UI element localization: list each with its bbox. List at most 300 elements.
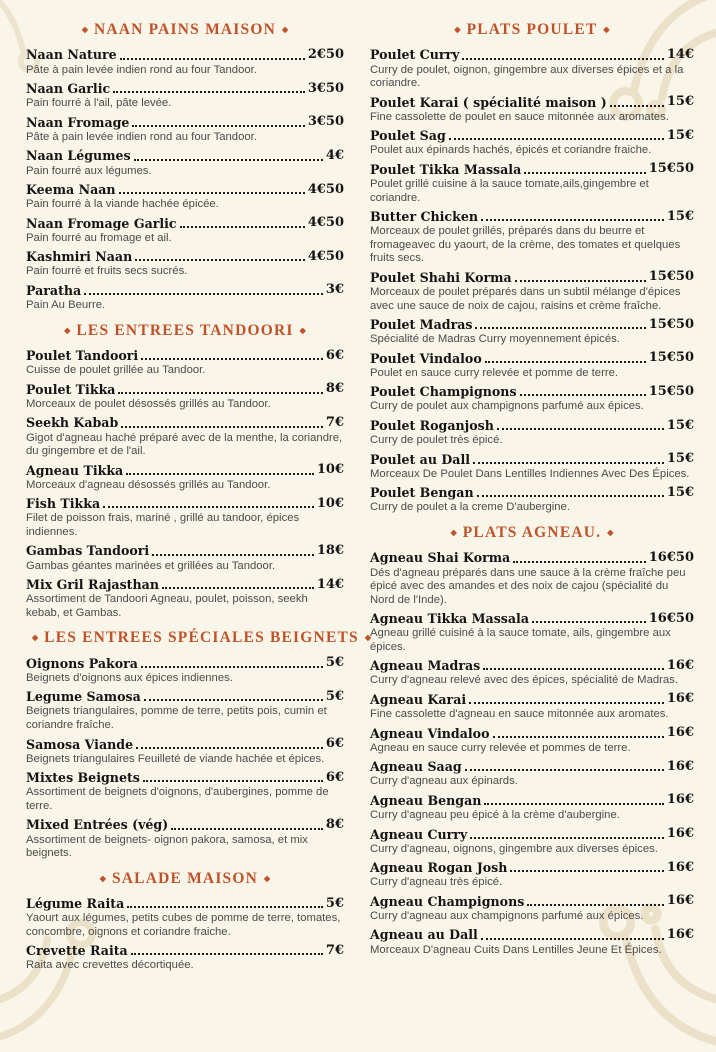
item-name: Agneau Champignons [370,893,525,909]
item-name: Agneau Tikka Massala [370,611,529,627]
item-description: Curry de poulet très épicé. [370,434,503,447]
menu-item [370,826,694,856]
item-price: 16€ [666,893,694,909]
item-name: Poulet Tikka Massala [370,161,522,177]
menu-item-row [26,943,344,959]
dot-leader [126,473,314,475]
item-name: Poulet Tikka [26,381,116,397]
section-title [370,21,694,39]
item-description: Gambas géantes marinées et grillées au Tandoor. [26,559,276,572]
menu-item-row [26,282,344,298]
item-name: Mixtes Beignets [26,770,140,786]
item-price: 16€ [666,859,694,875]
menu-item [26,148,344,178]
item-price: 16€ [666,826,694,842]
header-ornament-icon: ◆ [264,873,271,883]
menu-item-row [26,81,344,97]
menu-item [26,249,344,279]
menu-item [26,896,344,940]
menu-item [26,577,344,621]
item-price: 16€ [666,657,694,673]
menu-item-row [370,611,694,627]
item-price: 16€ [666,691,694,707]
menu-item-row [26,896,344,912]
menu-item-row [370,725,694,741]
menu-item-row [26,543,344,559]
menu-item-row [26,817,344,833]
item-description: Dés d'agneau préparés dans une sauce à la crème fraîche peu épicé avec des amandes et des noix de cajou (spécialité du Nord de l'Inde). [370,566,686,606]
section-title [26,870,344,888]
item-description: Curry de poulet aux champignons parfumé aux épices. [370,400,644,413]
dot-leader [143,780,323,782]
menu-item-row [26,736,344,752]
menu-item [370,893,694,923]
item-price: 8€ [325,381,344,397]
menu-item [370,94,694,124]
item-description: Agneau en sauce curry relevée et pommes de terre. [370,741,631,754]
section-title-text: NAAN PAINS MAISON [93,21,276,38]
menu-section [370,21,694,515]
menu-item-row [26,689,344,705]
item-price: 7€ [325,414,344,430]
menu-item [370,384,694,414]
menu-item [26,770,344,814]
item-name: Keema Naan [26,182,116,198]
item-name: Crevette Raita [26,943,128,959]
menu-item-row [26,577,344,593]
item-description: Curry de poulet, oignon, gingembre aux diverses épices et a la coriandre. [370,63,684,90]
item-description: Morceaux D'agneau Cuits Dans Lentilles Jeune Et Épices. [370,943,662,956]
dot-leader [515,280,646,282]
item-price: 4€ [325,147,344,163]
item-description: Curry de poulet a la creme D'aubergine. [370,501,570,514]
item-description: Assortiment de beignets d'oignons, d'aubergines, pomme de terre. [26,786,329,812]
item-name: Fish Tikka [26,496,101,512]
menu-item-row [26,348,344,364]
item-price: 7€ [325,942,344,958]
item-name: Agneau Vindaloo [370,725,490,741]
section-title-text: LES ENTREES TANDOORI [76,321,294,339]
item-name: Agneau Saag [370,759,462,775]
menu-item [26,47,344,77]
item-description: Pâte à pain levée indien rond au four Tandoor. [26,63,257,76]
menu-item-row [370,485,694,501]
menu-item-row [370,860,694,876]
item-name: Agneau au Dall [370,927,478,943]
item-name: Oignons Pakora [26,655,138,671]
menu-item [370,759,694,789]
menu-item [370,317,694,347]
item-description: Morceaux de poulet désossés grillés au Tandoor. [26,397,271,410]
item-description: Curry d'agneau peu épicé à la crème d'aubergine. [370,809,620,821]
item-description: Filet de poisson frais, mariné , grillé au tandoor, épices indiennes. [26,512,300,538]
dot-leader [520,394,646,396]
item-description: Morceaux d'agneau désossés grillés au Tandoor. [26,478,271,491]
menu-section [26,870,344,973]
item-description: Yaourt aux légumes, petits cubes de pomme de terre, tomates, concombre, oignons et coriandre fraiche. [26,912,341,938]
item-price: 4€50 [307,248,344,264]
menu-item [370,611,694,655]
menu-item [26,381,344,411]
menu-item-row [26,182,344,198]
menu-item-row [26,148,344,164]
menu-item-row [370,161,694,177]
item-price: 5€ [325,688,344,704]
item-name: Poulet Madras [370,317,473,333]
menu-item [26,114,344,144]
dot-leader [136,747,323,749]
item-price: 5€ [325,655,344,671]
menu-item [370,418,694,448]
dot-leader [470,837,664,839]
item-name: Agneau Rogan Josh [370,860,508,876]
item-name: Agneau Tikka [26,462,124,478]
item-price: 2€50 [307,47,344,62]
menu-item [370,350,694,380]
item-name: Poulet Bengan [370,485,474,501]
dot-leader [473,462,664,464]
item-price: 15€50 [648,269,694,285]
section-title [26,322,344,340]
item-name: Agneau Curry [370,826,468,842]
item-description: Assortiment de Tandoori Agneau, poulet, poisson, seekh kebab, et Gambas. [26,593,308,619]
item-price: 8€ [325,816,344,832]
item-description: Poulet en sauce curry relevée et pomme de terre. [370,366,619,379]
item-name: Gambas Tandoori [26,543,150,559]
item-description: Morceaux de poulet préparés dans un subtil mélange d'épices avec une sauce de noix de cajou, raisins et crème fraîche. [370,285,681,312]
item-price: 3€ [325,282,344,298]
item-name: Poulet Shahi Korma [370,269,512,285]
menu-item [26,943,344,973]
menu-item [370,209,694,266]
item-name: Naan Nature [26,47,117,63]
item-description: Pain fourré et fruits secs sucrés. [26,265,188,278]
menu-item [26,182,344,212]
menu-item-row [26,381,344,397]
menu-item [370,658,694,688]
dot-leader [481,938,664,940]
dot-leader [477,495,664,497]
menu-item-row [26,249,344,265]
item-name: Samosa Viande [26,736,134,752]
menu-item [26,81,344,111]
item-name: Mixed Entrées (vég) [26,817,169,833]
item-description: Pain fourré à l'ail, pâte levée. [26,97,172,110]
section-title [26,21,344,39]
header-ornament-icon: ◆ [64,325,71,335]
item-price: 15€50 [648,383,694,399]
item-description: Assortiment de beignets- oignon pakora, samosa, et mix beignets. [26,833,308,860]
dot-leader [510,870,663,872]
header-ornament-icon: ◆ [364,633,371,643]
header-ornament-icon: ◆ [299,325,306,335]
menu-item [370,927,694,957]
item-name: Naan Fromage Garlic [26,215,177,231]
menu-item-row [370,384,694,400]
header-ornament-icon: ◆ [99,873,106,883]
item-description: Spécialité de Madras Curry moyennement épicés. [370,333,620,346]
dot-leader [493,736,664,738]
menu-item-row [370,691,694,707]
item-name: Legume Samosa [26,689,141,705]
menu-section [26,322,344,621]
item-name: Agneau Bengan [370,792,482,808]
dot-leader [449,138,664,140]
menu-item-row [370,350,694,366]
header-ornament-icon: ◆ [607,527,614,537]
item-name: Poulet Tandoori [26,348,139,364]
dot-leader [120,58,305,60]
menu-item-row [370,418,694,434]
dot-leader [465,769,664,771]
item-price: 10€ [316,495,344,511]
item-price: 15€50 [648,161,694,177]
dot-leader [127,906,323,908]
menu-item [370,47,694,91]
menu-item [26,689,344,733]
item-price: 14€ [316,576,344,592]
menu-item [26,462,344,492]
dot-leader [141,666,323,668]
menu-item [370,792,694,822]
menu-item-row [370,317,694,333]
menu-item [370,161,694,205]
menu-item [370,485,694,515]
menu-item-row [370,759,694,775]
dot-leader [485,361,646,363]
item-name: Seekh Kabab [26,415,119,431]
item-price: 16€50 [648,610,694,626]
menu-item [370,269,694,313]
item-price: 6€ [325,769,344,785]
menu-item [26,348,344,378]
dot-leader [513,561,646,563]
item-description: Curry d'agneau aux épinards. [370,775,518,788]
menu-item-row [26,655,344,671]
item-price: 15€ [666,417,694,433]
item-name: Agneau Karai [370,691,467,707]
menu-item [370,550,694,607]
item-price: 15€ [666,484,694,500]
item-price: 3€50 [307,114,344,130]
item-price: 18€ [316,542,344,558]
menu-item-row [26,47,344,63]
menu-item [370,451,694,481]
menu-item-row [370,269,694,285]
item-name: Poulet Vindaloo [370,350,482,366]
item-price: 16€ [666,926,694,942]
menu-column-right [370,12,694,1016]
menu-item [26,655,344,685]
item-name: Butter Chicken [370,209,478,225]
item-price: 16€50 [648,549,694,565]
item-name: Kashmiri Naan [26,249,133,265]
item-name: Poulet Curry [370,47,460,63]
item-description: Agneau grillé cuisiné à la sauce tomate, ails, gingembre aux épices. [370,627,671,653]
menu-item [26,215,344,245]
menu-item-row [370,658,694,674]
dot-leader [527,904,664,906]
dot-leader [135,259,305,261]
item-description: Curry d'agneau aux champignons parfumé aux épices. [370,909,644,922]
item-description: Pain fourré à la viande hachée épicée. [26,198,219,211]
section-title-text: PLATS AGNEAU. [462,523,602,541]
dot-leader [462,58,663,60]
menu-item [370,725,694,755]
section-title-text: SALADE MAISON [111,869,259,887]
menu-item-row [370,550,694,566]
item-price: 10€ [316,462,344,478]
item-price: 15€50 [648,350,694,366]
item-name: Poulet Champignons [370,384,517,400]
dot-leader [131,953,323,955]
item-description: Beignets triangulaires, pomme de terre, petits pois, cumin et coriandre fraîche. [26,705,327,732]
dot-leader [497,428,664,430]
header-ornament-icon: ◆ [454,25,461,34]
item-price: 15€ [666,127,694,143]
item-price: 4€50 [307,181,344,197]
menu-item-row [370,792,694,808]
section-title-text: PLATS POULET [466,21,598,38]
item-description: Fine cassolette d'agneau en sauce mitonnée aux aromates. [370,708,669,721]
dot-leader [532,621,646,623]
item-price: 16€ [666,725,694,741]
item-description: Raita avec crevettes décortiquée. [26,959,194,972]
dot-leader [483,668,664,670]
item-name: Naan Garlic [26,81,111,97]
menu-item-row [370,893,694,909]
item-price: 3€50 [307,80,344,96]
item-description: Curry d'agneau, oignons, gingembre aux diverses épices. [370,842,658,855]
item-name: Paratha [26,282,82,298]
menu-item-row [26,114,344,130]
item-description: Curry d'agneau relevé avec des épices, spécialité de Madras. [370,674,678,687]
item-description: Morceaux De Poulet Dans Lentilles Indiennes Avec Des Épices. [370,467,690,480]
menu-item [26,415,344,459]
dot-leader [134,159,323,161]
dot-leader [152,554,314,556]
menu-item [26,282,344,312]
dot-leader [113,91,305,93]
menu-item [26,496,344,540]
dot-leader [469,702,664,704]
header-ornament-icon: ◆ [603,25,610,34]
menu-item-row [370,94,694,110]
dot-leader [121,426,323,428]
menu-item [370,860,694,890]
dot-leader [84,293,323,295]
menu-item-row [26,770,344,786]
menu-item [26,817,344,861]
dot-leader [118,392,322,394]
item-price: 5€ [325,895,344,911]
dot-leader [141,358,323,360]
section-title [26,629,371,647]
item-description: Poulet grillé cuisine à la sauce tomate,ails,gingembre et coriandre. [370,178,649,204]
item-name: Naan Légumes [26,148,131,164]
menu-item-row [370,47,694,63]
dot-leader [144,699,323,701]
dot-leader [119,192,305,194]
item-name: Poulet Karai ( spécialité maison ) [370,94,607,110]
item-description: Morceaux de poulet grillés, préparés dans du beurre et fromageavec du yaourt, de la crème, des tomates et quelques fruits secs. [370,225,681,265]
dot-leader [103,506,314,508]
menu-column-left [26,12,371,1016]
menu-item-row [370,451,694,467]
menu-item-row [370,826,694,842]
item-description: Cuisse de poulet grillée au Tandoor. [26,364,206,377]
item-name: Poulet Sag [370,128,446,144]
dot-leader [610,105,664,107]
item-description: Beignets d'oignons aux épices indiennes. [26,671,233,684]
menu-section [26,21,344,313]
dot-leader [162,587,314,589]
menu-item-row [370,209,694,225]
item-description: Pain fourré aux légumes. [26,164,152,177]
item-name: Légume Raita [26,896,125,912]
item-description: Poulet aux épinards hachés, épicés et coriandre fraiche. [370,144,652,157]
menu-item-row [26,496,344,512]
item-price: 16€ [666,758,694,774]
dot-leader [484,803,663,805]
dot-leader [132,125,304,127]
item-price: 16€ [666,792,694,808]
dot-leader [524,172,646,174]
item-description: Pain Au Beurre. [26,299,106,312]
menu-item [26,736,344,766]
item-name: Poulet Roganjosh [370,417,494,433]
dot-leader [481,219,664,221]
item-price: 15€ [666,451,694,467]
header-ornament-icon: ◆ [450,527,457,537]
menu-section [370,524,694,957]
header-ornament-icon: ◆ [32,633,39,643]
section-title [370,524,694,542]
item-price: 15€ [666,94,694,110]
dot-leader [475,327,645,329]
section-title-text: LES ENTREES SPÉCIALES BEIGNETS [44,629,359,647]
header-ornament-icon: ◆ [282,25,289,34]
item-name: Poulet au Dall [370,451,471,467]
item-name: Naan Fromage [26,114,130,130]
item-description: Pain fourré au fromage et ail. [26,231,172,244]
dot-leader [171,828,323,830]
item-name: Agneau Madras [370,658,481,674]
dot-leader [180,226,305,228]
menu-item [370,128,694,158]
item-price: 4€50 [307,215,344,231]
item-description: Curry d'agneau très épicé. [370,876,503,889]
item-price: 14€ [666,47,694,62]
item-description: Fine cassolette de poulet en sauce mitonnée aux aromates. [370,110,669,123]
item-description: Beignets triangulaires Feuilleté de viande hachée et épices. [26,752,325,765]
menu-item-row [370,128,694,144]
menu-item [370,691,694,721]
menu-item-row [370,927,694,943]
menu-item-row [26,462,344,478]
menu-section [26,629,371,860]
menu-item [26,543,344,573]
item-price: 6€ [325,347,344,363]
item-price: 15€ [666,208,694,224]
item-description: Gigot d'agneau haché préparé avec de la menthe, la coriandre, du gingembre et de l'ail. [26,431,343,458]
item-price: 15€50 [648,316,694,332]
menu-item-row [26,415,344,431]
header-ornament-icon: ◆ [81,25,88,34]
item-name: Agneau Shai Korma [370,550,511,566]
item-price: 6€ [325,736,344,752]
item-name: Mix Gril Rajasthan [26,577,159,593]
